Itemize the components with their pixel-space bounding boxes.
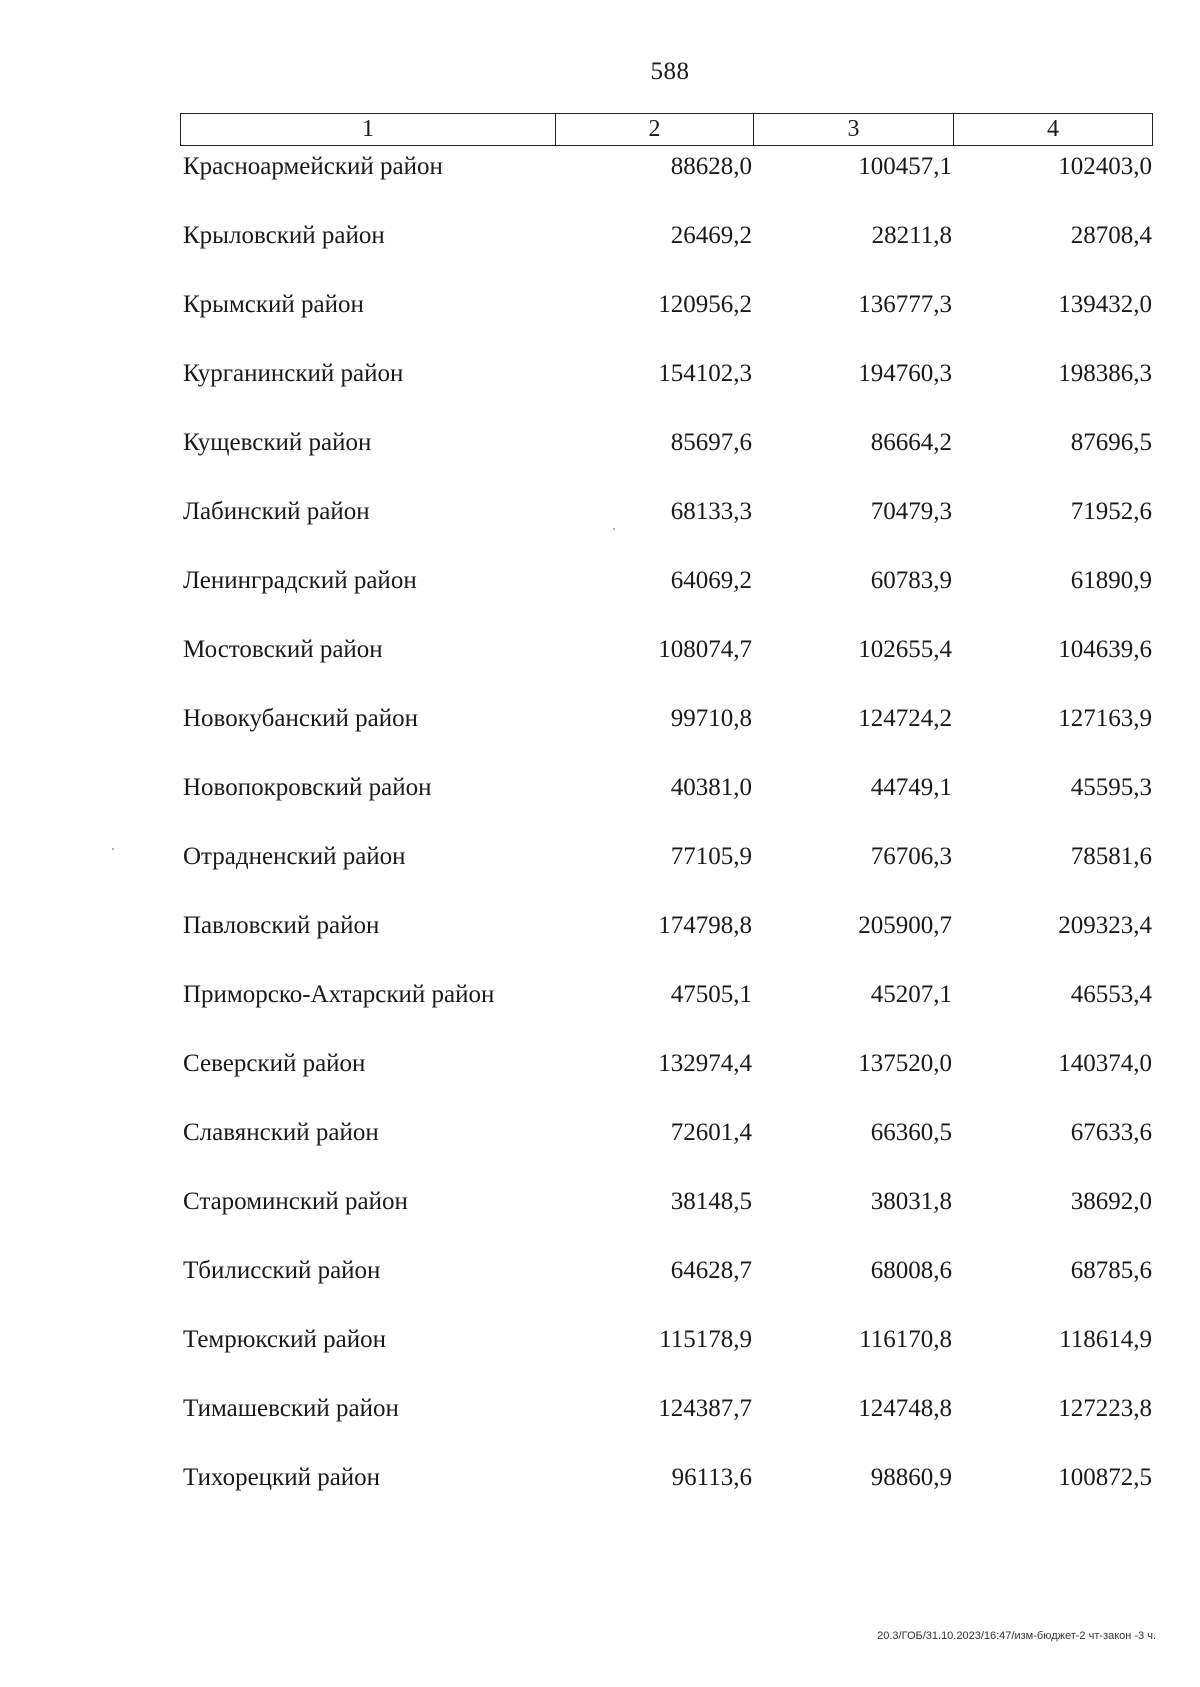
district-name: Лабинский район (183, 498, 370, 525)
district-name: Курганинский район (183, 360, 404, 387)
value-col-2: 132974,4 (658, 1050, 752, 1077)
value-col-3: 28211,8 (871, 222, 952, 249)
value-col-4: 46553,4 (1070, 981, 1152, 1008)
table-row (0, 1464, 1200, 1504)
value-col-4: 61890,9 (1070, 567, 1152, 594)
value-col-3: 124724,2 (858, 705, 952, 732)
value-col-2: 64628,7 (670, 1257, 752, 1284)
table-row (0, 291, 1200, 331)
value-col-2: 88628,0 (670, 153, 752, 180)
value-col-2: 154102,3 (658, 360, 752, 387)
scan-speck (112, 848, 114, 850)
district-name: Тихорецкий район (183, 1464, 381, 1491)
value-col-2: 96113,6 (671, 1464, 752, 1491)
district-name: Тбилисский район (183, 1257, 381, 1284)
value-col-3: 70479,3 (870, 498, 952, 525)
district-name: Кущевский район (183, 429, 372, 456)
value-col-3: 137520,0 (858, 1050, 952, 1077)
scan-speck (613, 528, 615, 530)
page-number: 588 (650, 58, 690, 85)
value-col-4: 71952,6 (1070, 498, 1152, 525)
value-col-3: 45207,1 (870, 981, 952, 1008)
table-row (0, 774, 1200, 814)
district-name: Темрюкский район (183, 1326, 387, 1353)
table-row (0, 912, 1200, 952)
value-col-4: 102403,0 (1058, 153, 1152, 180)
table-row (0, 429, 1200, 469)
value-col-3: 205900,7 (858, 912, 952, 939)
value-col-4: 127223,8 (1058, 1395, 1152, 1422)
table-row (0, 153, 1200, 193)
value-col-2: 174798,8 (658, 912, 752, 939)
value-col-4: 127163,9 (1058, 705, 1152, 732)
table-row (0, 1395, 1200, 1435)
table-row (0, 1257, 1200, 1297)
value-col-3: 102655,4 (858, 636, 952, 663)
value-col-4: 87696,5 (1070, 429, 1152, 456)
table-row (0, 1119, 1200, 1159)
value-col-4: 78581,6 (1070, 843, 1152, 870)
table-row (0, 1326, 1200, 1366)
district-name: Павловский район (183, 912, 380, 939)
value-col-3: 136777,3 (858, 291, 952, 318)
document-footer: 20.3/ГОБ/31.10.2023/16:47/изм-бюджет-2 чт-закон -3 ч. (877, 1630, 1156, 1642)
district-name: Крымский район (183, 291, 364, 318)
district-name: Тимашевский район (183, 1395, 399, 1422)
district-name: Приморско-Ахтарский район (183, 981, 495, 1008)
district-name: Ленинградский район (183, 567, 417, 594)
value-col-4: 68785,6 (1070, 1257, 1152, 1284)
district-name: Славянский район (183, 1119, 379, 1146)
table-row (0, 1188, 1200, 1228)
value-col-4: 209323,4 (1058, 912, 1152, 939)
value-col-4: 28708,4 (1070, 222, 1152, 249)
value-col-3: 76706,3 (870, 843, 952, 870)
value-col-2: 85697,6 (670, 429, 752, 456)
value-col-2: 26469,2 (670, 222, 752, 249)
value-col-3: 38031,8 (870, 1188, 952, 1215)
value-col-2: 40381,0 (670, 774, 752, 801)
value-col-3: 68008,6 (870, 1257, 952, 1284)
column-header-2: 2 (556, 114, 754, 145)
value-col-2: 38148,5 (670, 1188, 752, 1215)
value-col-3: 66360,5 (870, 1119, 952, 1146)
value-col-4: 198386,3 (1058, 360, 1152, 387)
district-name: Новопокровский район (183, 774, 432, 801)
value-col-2: 68133,3 (670, 498, 752, 525)
table-row (0, 222, 1200, 262)
value-col-4: 100872,5 (1058, 1464, 1152, 1491)
value-col-4: 118614,9 (1059, 1326, 1152, 1353)
column-header-1: 1 (181, 114, 556, 145)
value-col-2: 99710,8 (670, 705, 752, 732)
value-col-3: 98860,9 (870, 1464, 952, 1491)
value-col-3: 116170,8 (859, 1326, 952, 1353)
value-col-4: 67633,6 (1070, 1119, 1152, 1146)
district-name: Северский район (183, 1050, 366, 1077)
table-row (0, 981, 1200, 1021)
district-name: Новокубанский район (183, 705, 418, 732)
table-header (180, 113, 1153, 146)
value-col-2: 47505,1 (670, 981, 752, 1008)
value-col-4: 38692,0 (1070, 1188, 1152, 1215)
value-col-3: 194760,3 (858, 360, 952, 387)
table-row (0, 360, 1200, 400)
value-col-2: 115178,9 (659, 1326, 752, 1353)
value-col-2: 72601,4 (670, 1119, 752, 1146)
table-row (0, 705, 1200, 745)
value-col-4: 140374,0 (1058, 1050, 1152, 1077)
value-col-3: 86664,2 (870, 429, 952, 456)
column-header-4: 4 (1047, 116, 1059, 142)
value-col-2: 124387,7 (658, 1395, 752, 1422)
value-col-3: 124748,8 (858, 1395, 952, 1422)
district-name: Староминский район (183, 1188, 408, 1215)
table-row (0, 636, 1200, 676)
value-col-2: 120956,2 (658, 291, 752, 318)
district-name: Красноармейский район (183, 153, 443, 180)
district-name: Крыловский район (183, 222, 385, 249)
table-row (0, 498, 1200, 538)
column-header-3: 3 (754, 114, 954, 145)
value-col-3: 60783,9 (870, 567, 952, 594)
table-row (0, 567, 1200, 607)
table-row (0, 1050, 1200, 1090)
value-col-4: 139432,0 (1058, 291, 1152, 318)
value-col-3: 100457,1 (858, 153, 952, 180)
district-name: Мостовский район (183, 636, 383, 663)
value-col-4: 45595,3 (1070, 774, 1152, 801)
value-col-2: 64069,2 (670, 567, 752, 594)
table-row (0, 843, 1200, 883)
value-col-2: 77105,9 (670, 843, 752, 870)
value-col-2: 108074,7 (658, 636, 752, 663)
value-col-4: 104639,6 (1058, 636, 1152, 663)
value-col-3: 44749,1 (870, 774, 952, 801)
district-name: Отрадненский район (183, 843, 406, 870)
